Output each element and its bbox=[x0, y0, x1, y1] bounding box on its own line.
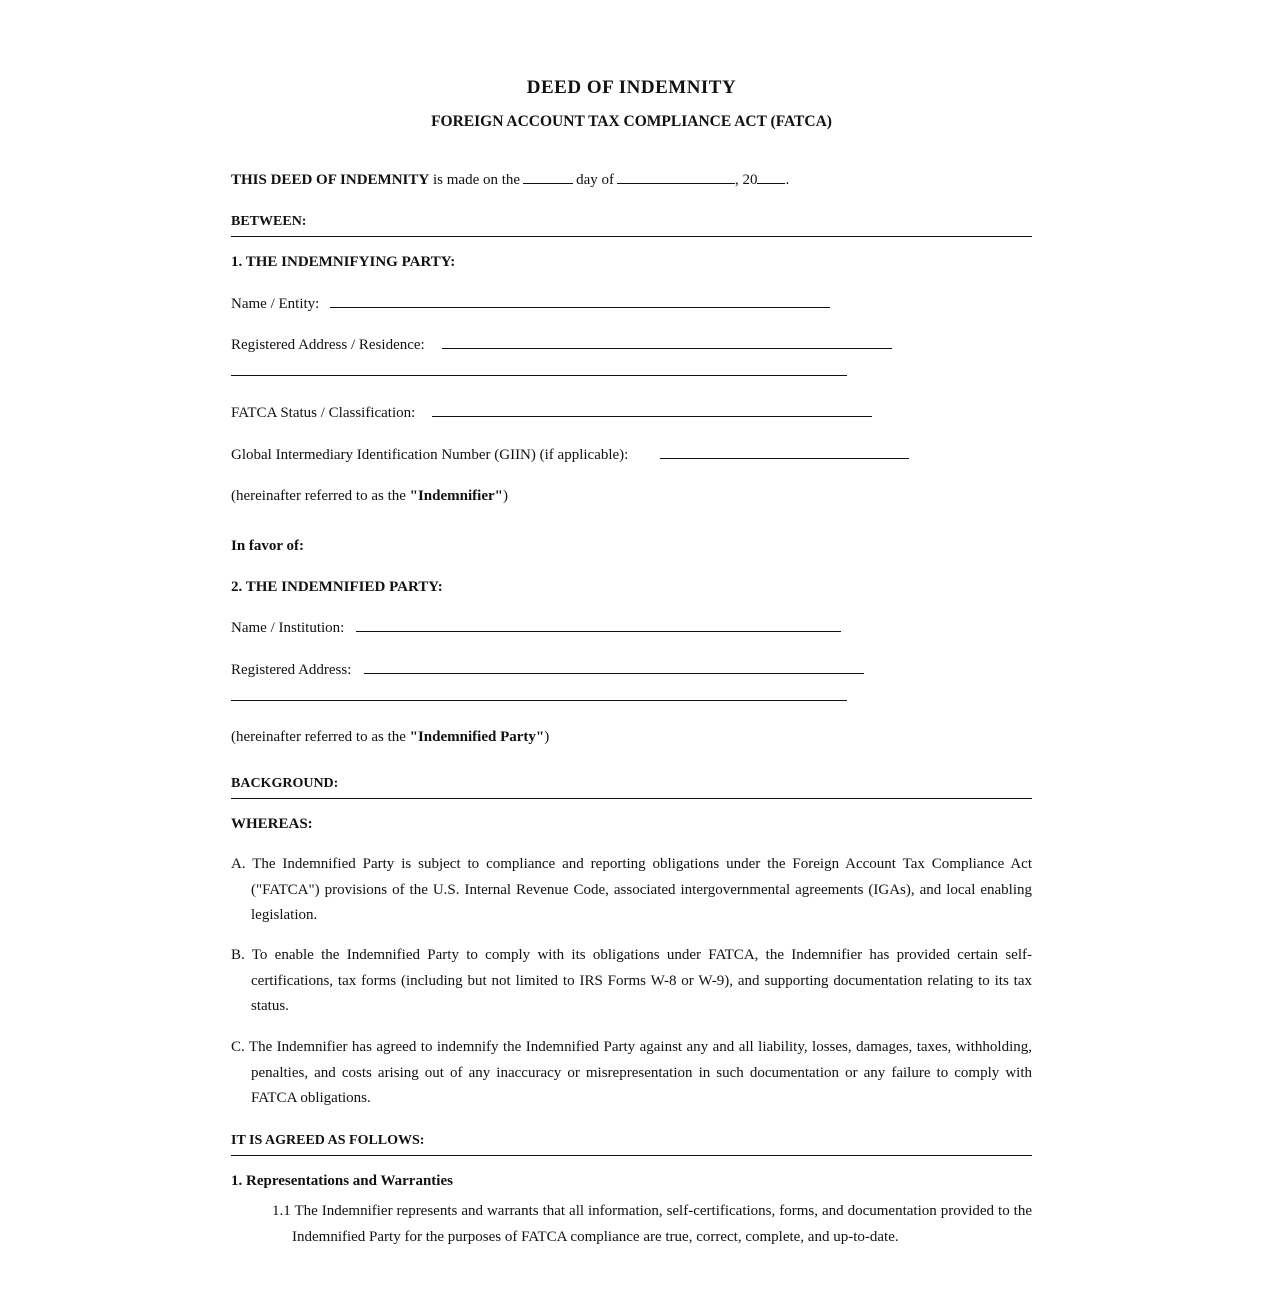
party2-name-label: Name / Institution: bbox=[231, 620, 345, 636]
clause1-heading: 1. Representations and Warranties bbox=[231, 1173, 453, 1189]
background-heading: BACKGROUND: bbox=[231, 776, 1032, 799]
agreed-heading: IT IS AGREED AS FOLLOWS: bbox=[231, 1133, 1032, 1156]
party1-fatca-field[interactable] bbox=[432, 416, 872, 417]
party2-address-field[interactable] bbox=[364, 673, 864, 674]
recital-a: A. The Indemnified Party is subject to compliance and reporting obligations under the Foreign Account Tax Compliance Act ("FATCA") provisions of the U.S. Internal Revenue Code, associated intergovernmental agreements (IGAs), and local enabling legislation. bbox=[231, 856, 1032, 923]
month-blank[interactable] bbox=[617, 182, 735, 184]
party2-heading: 2. THE INDEMNIFIED PARTY: bbox=[231, 579, 443, 595]
document-subtitle: FOREIGN ACCOUNT TAX COMPLIANCE ACT (FATCA) bbox=[431, 113, 832, 130]
intro-period: . bbox=[785, 172, 790, 188]
in-favor-of: In favor of: bbox=[231, 538, 305, 554]
recital-c: C. The Indemnifier has agreed to indemnify the Indemnified Party against any and all liability, losses, damages, taxes, withholding, penalties, and costs arising out of any inaccuracy or misrepresentation in such documentation or any failure to comply with FATCA obligations. bbox=[231, 1039, 1032, 1106]
party1-name-label: Name / Entity: bbox=[231, 296, 320, 312]
party2-referred-term: "Indemnified Party" bbox=[409, 729, 545, 745]
party1-address-field[interactable] bbox=[442, 348, 892, 349]
intro-made-on: is made on the bbox=[432, 172, 521, 188]
party2-address-label: Registered Address: bbox=[231, 662, 352, 678]
recital-b: B. To enable the Indemnified Party to comply with its obligations under FATCA, the Indemnifier has provided certain self-certifications, tax forms (including but not limited to IRS Forms W-8 or W-9), and supporting documentation relating to its tax status. bbox=[231, 947, 1032, 1014]
party2-name-field[interactable] bbox=[356, 631, 841, 632]
intro-day-of: day of bbox=[576, 172, 614, 188]
party1-heading: 1. THE INDEMNIFYING PARTY: bbox=[231, 254, 456, 270]
between-heading: BETWEEN: bbox=[231, 214, 1032, 237]
party1-address-label: Registered Address / Residence: bbox=[231, 337, 425, 353]
party1-name-field[interactable] bbox=[330, 307, 830, 308]
party1-fatca-label: FATCA Status / Classification: bbox=[231, 405, 416, 421]
party2-address-field-line2[interactable] bbox=[231, 700, 847, 701]
party2-referred-suffix: ) bbox=[544, 729, 550, 745]
party1-referred bbox=[231, 486, 508, 506]
day-blank[interactable] bbox=[523, 182, 573, 184]
intro-line bbox=[231, 170, 789, 190]
clause1-sub1: 1.1 The Indemnifier represents and warrants that all information, self-certifications, forms, and documentation provided to the Indemnified Party for the purposes of FATCA compliance are true, correct, complete, and up-to-date. bbox=[272, 1203, 1032, 1245]
whereas-heading: WHEREAS: bbox=[231, 816, 313, 832]
party1-giin-label: Global Intermediary Identification Number (GIIN) (if applicable): bbox=[231, 447, 629, 463]
intro-lead: THIS DEED OF INDEMNITY bbox=[231, 172, 430, 188]
party1-referred-term: "Indemnifier" bbox=[409, 488, 503, 504]
party1-referred-suffix: ) bbox=[502, 488, 508, 504]
party2-referred bbox=[231, 727, 549, 747]
document-title: DEED OF INDEMNITY bbox=[526, 77, 737, 98]
year-blank[interactable] bbox=[757, 182, 785, 184]
intro-comma-year: , 20 bbox=[734, 172, 758, 188]
party1-address-field-line2[interactable] bbox=[231, 375, 847, 376]
party1-referred-prefix: (hereinafter referred to as the bbox=[231, 488, 410, 504]
party1-giin-field[interactable] bbox=[660, 458, 909, 459]
party2-referred-prefix: (hereinafter referred to as the bbox=[231, 729, 410, 745]
